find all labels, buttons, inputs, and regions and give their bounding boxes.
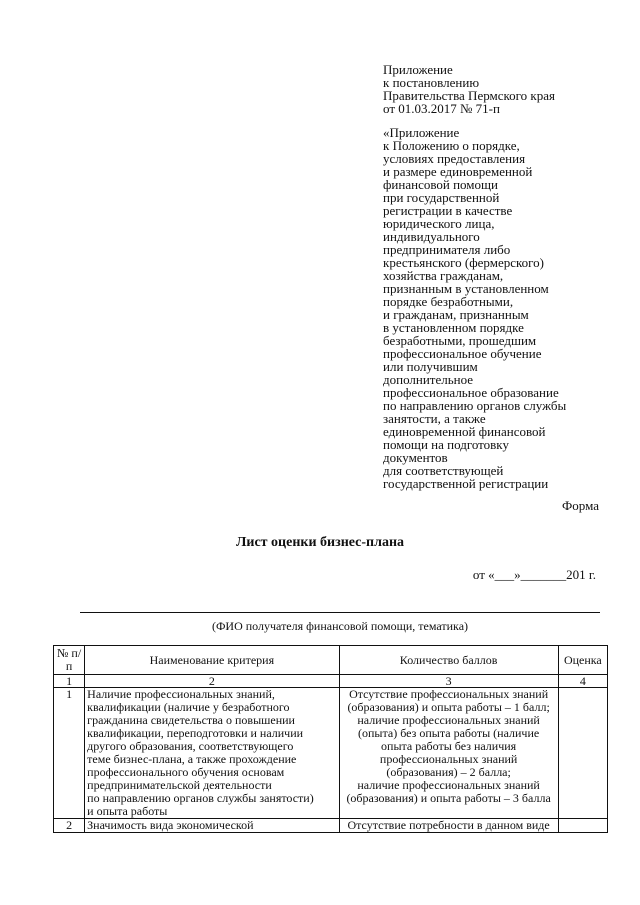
points-line: Отсутствие профессиональных знаний [349, 687, 549, 701]
criterion-cell [85, 819, 339, 833]
table-row [54, 819, 608, 833]
reference-line: признанным в установленном [383, 281, 549, 296]
criterion-cell [85, 688, 339, 819]
criterion-line: предпринимательской деятельности [87, 778, 272, 792]
appendix-line: Правительства Пермского края [383, 88, 555, 103]
reference-line: крестьянского (фермерского) [383, 255, 544, 270]
column-number-row [54, 675, 608, 688]
appendix-header [383, 63, 623, 115]
reference-line: документов [383, 450, 448, 465]
criterion-line: Значимость вида экономической [87, 818, 254, 832]
reference-line: для соответствующей [383, 463, 504, 478]
reference-line: помощи на подготовку [383, 437, 509, 452]
reference-line: занятости, а также [383, 411, 486, 426]
form-label: Форма [562, 498, 599, 513]
table-header-row [54, 646, 608, 675]
reference-line: и гражданам, признанным [383, 307, 529, 322]
appendix-line: Приложение [383, 62, 453, 77]
criterion-line: теме бизнес-плана, а также прохождение [87, 752, 297, 766]
row-number: 1 [54, 688, 85, 819]
criterion-line: квалификации, переподготовки и наличии [87, 726, 304, 740]
reference-line: безработными, прошедшим [383, 333, 537, 348]
header-criterion: Наименование критерия [85, 646, 339, 675]
col-number: 2 [85, 675, 339, 688]
row-number: 2 [54, 819, 85, 833]
score-cell[interactable] [558, 819, 607, 833]
criterion-line: гражданина свидетельства о повышении [87, 713, 295, 727]
appendix-line: к постановлению [383, 75, 480, 90]
table-row [54, 688, 608, 819]
appendix-reference [383, 126, 628, 490]
reference-line: юридического лица, [383, 216, 495, 231]
reference-line: к Положению о порядке, [383, 138, 520, 153]
reference-line: предпринимателя либо [383, 242, 511, 257]
reference-line: и размере единовременной [383, 164, 533, 179]
reference-line: при государственной [383, 190, 500, 205]
points-line: (образования) и опыта работы – 3 балла [346, 791, 551, 805]
points-line: опыта работы без наличия [381, 739, 517, 753]
points-line: (образования) – 2 балла; [386, 765, 511, 779]
criterion-line: Наличие профессиональных знаний, [87, 687, 275, 701]
reference-line: по направлению органов службы [383, 398, 567, 413]
reference-line: государственной регистрации [383, 476, 549, 491]
reference-line: или получившим [383, 359, 478, 374]
col-number: 1 [54, 675, 85, 688]
reference-line: «Приложение [383, 125, 460, 140]
points-cell [339, 688, 558, 819]
score-cell[interactable] [558, 688, 607, 819]
criterion-line: и опыта работы [87, 804, 168, 818]
reference-line: регистрации в качестве [383, 203, 513, 218]
criterion-line: квалификации (наличие у безработного [87, 700, 290, 714]
reference-line: профессиональное обучение [383, 346, 542, 361]
reference-line: хозяйства гражданам, [383, 268, 504, 283]
criterion-line: другого образования, соответствующего [87, 739, 294, 753]
reference-line: единовременной финансовой [383, 424, 546, 439]
col-number: 4 [558, 675, 607, 688]
header-num: № п/п [54, 646, 85, 675]
col-number: 3 [339, 675, 558, 688]
points-cell [339, 819, 558, 833]
fio-underline [80, 612, 600, 613]
reference-line: финансовой помощи [383, 177, 498, 192]
reference-line: порядке безработными, [383, 294, 514, 309]
reference-line: условиях предоставления [383, 151, 526, 166]
header-score: Оценка [558, 646, 607, 675]
points-line: (образования) и опыта работы – 1 балл; [347, 700, 550, 714]
criterion-line: по направлению органов службы занятости) [87, 791, 314, 805]
criterion-line: профессионального обучения основам [87, 765, 285, 779]
points-line: профессиональных знаний [379, 752, 518, 766]
points-line: (опыта) без опыта работы (наличие [358, 726, 540, 740]
reference-line: дополнительное [383, 372, 474, 387]
fio-caption: (ФИО получателя финансовой помощи, тематика) [211, 619, 469, 633]
points-line: Отсутствие потребности в данном виде [347, 818, 550, 832]
points-line: наличие профессиональных знаний [357, 713, 540, 727]
points-line: наличие профессиональных знаний [357, 778, 540, 792]
evaluation-table [53, 645, 608, 833]
reference-line: индивидуального [383, 229, 480, 244]
reference-line: в установленном порядке [383, 320, 524, 335]
reference-line: профессиональное образование [383, 385, 559, 400]
date-line: от «___»_______201 г. [472, 567, 596, 582]
appendix-line: от 01.03.2017 № 71-п [383, 101, 500, 116]
page-title: Лист оценки бизнес-плана [235, 535, 405, 550]
header-points: Количество баллов [339, 646, 558, 675]
